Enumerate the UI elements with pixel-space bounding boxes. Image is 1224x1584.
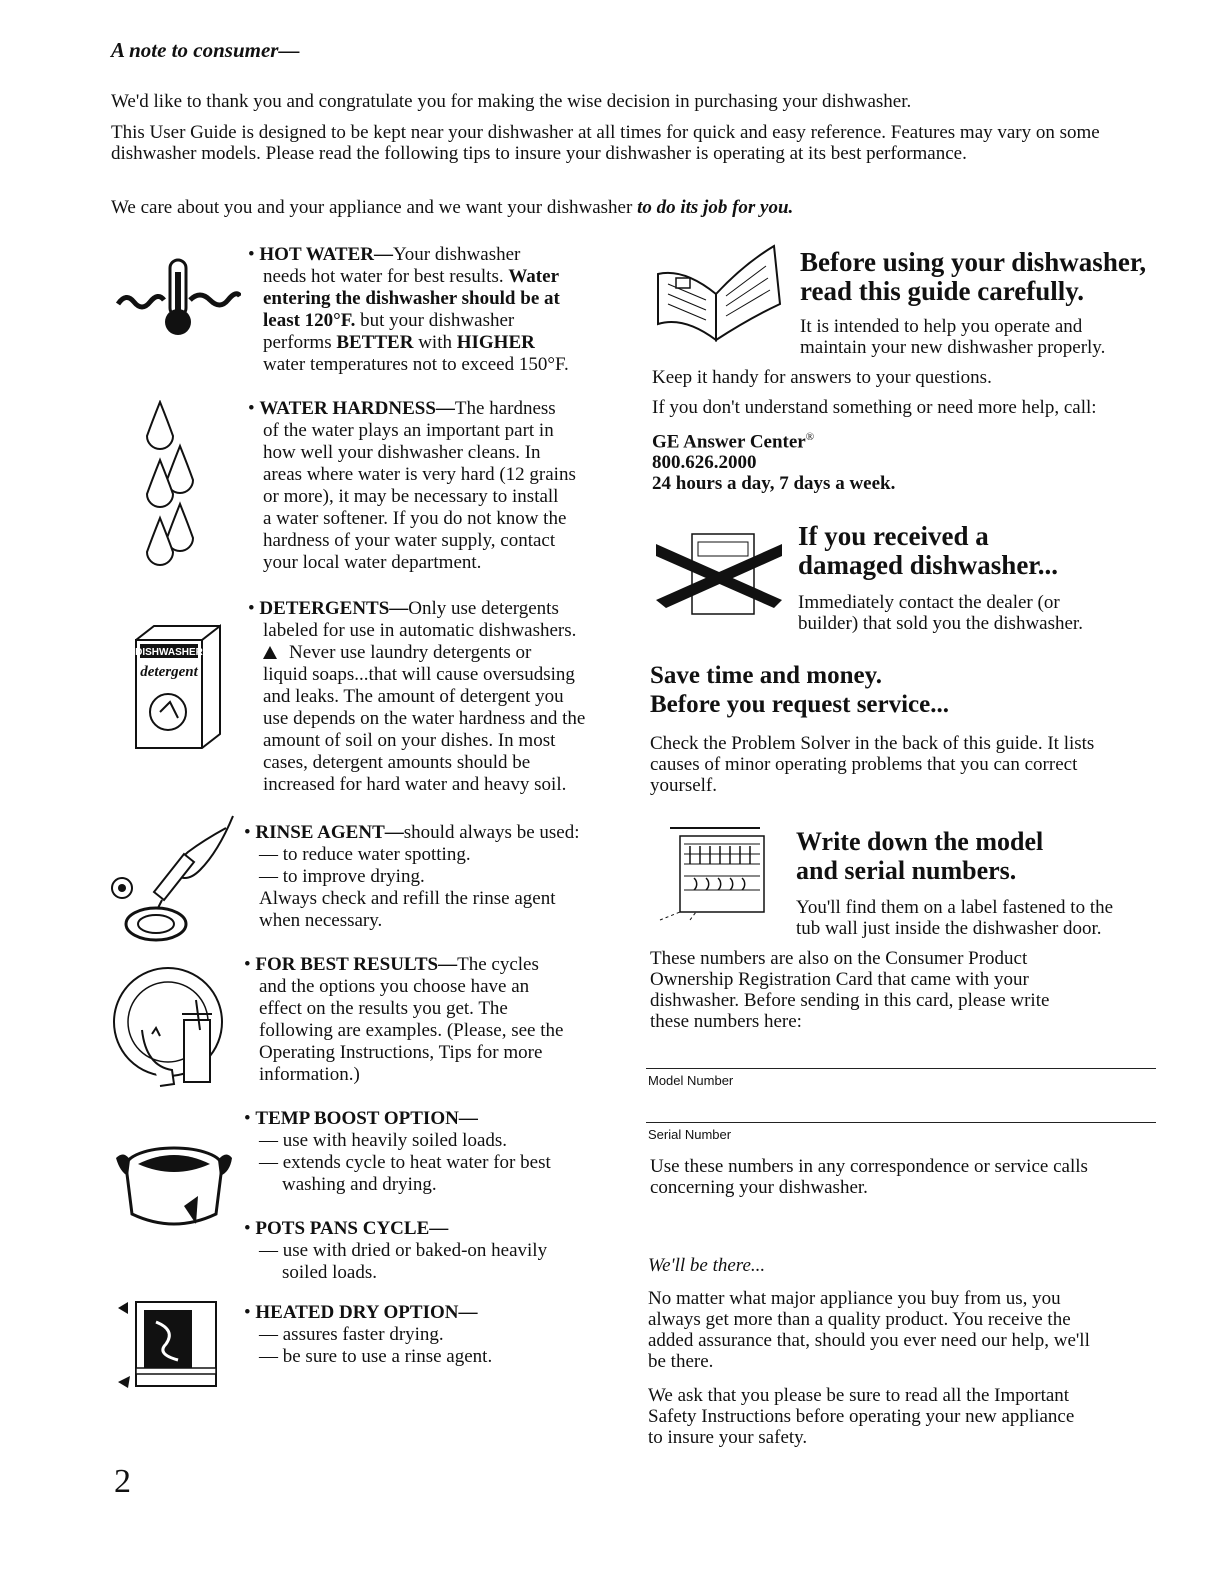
pot-icon [114,1136,234,1231]
before-using-heading: Before using your dishwasher, read this guide carefully. [800,247,1147,306]
phone-number: 800.626.2000 [652,452,757,474]
intro-care: We care about you and your appliance and we want your dishwasher to do its job for you. [111,197,794,218]
answer-center-block: GE Answer Center® 800.626.2000 24 hours a day, 7 days a week. [652,431,896,495]
keep-handy-text: Keep it handy for answers to your questions. [652,367,992,388]
tip-rinse-agent: • RINSE AGENT—should always be used: — to reduce water spotting. — to improve drying. Always check and refill the rinse agent when necessary. [244,822,580,931]
save-time-heading: Save time and money. Before you request service... [650,662,949,718]
be-there-subheading: We'll be there... [648,1255,766,1276]
damaged-text: Immediately contact the dealer (or builder) that sold you the dishwasher. [798,592,1083,634]
model-number-line[interactable] [646,1068,1156,1069]
water-drops-icon [140,400,220,580]
numbers-text: These numbers are also on the Consumer Product Ownership Registration Card that came with your dishwasher. Before sending in this card, please write these numbers here: [650,948,1050,1032]
detergent-box-brand: detergent [140,664,198,680]
model-number-label: Model Number [648,1073,734,1088]
save-time-text: Check the Problem Solver in the back of this guide. It lists causes of minor operating problems that you can correct yourself. [650,733,1095,796]
no-matter-text: No matter what major appliance you buy from us, you always get more than a quality product. You receive the added assurance that, should you ever need our help, we'll be there. [648,1288,1090,1372]
open-book-icon [654,244,784,344]
intro-thanks: We'd like to thank you and congratulate you for making the wise decision in purchasing your dishwasher. [111,91,912,112]
serial-number-line[interactable] [646,1122,1156,1123]
note-title: A note to consumer— [111,38,300,62]
detergent-box-icon [132,622,224,752]
rinse-agent-icon [108,812,243,947]
dishwasher-interior-icon [650,824,780,924]
tip-best-results: • FOR BEST RESULTS—The cycles and the options you choose have an effect on the results you get. The following are examples. (Please, see the Operating Instructions, Tips for more information.) [244,954,564,1085]
intro-user-guide: This User Guide is designed to be kept near your dishwasher at all times for quick and easy reference. Features may vary on some dishwasher models. Please read the following tips to insure your dishwasher is operating at its best performance. [111,122,1100,164]
call-text: If you don't understand something or need more help, call: [652,397,1097,418]
thermometer-icon [116,258,241,338]
detergent-box-label: DISHWASHER [135,647,203,658]
tip-hot-water: • HOT WATER—Your dishwasher needs hot water for best results. Water entering the dishwasher should be at least 120°F. but your dishwasher performs BETTER with HIGHER water temperatures not to exceed 150°F. [248,244,569,375]
tip-temp-boost: • TEMP BOOST OPTION— — use with heavily soiled loads. — extends cycle to heat water for best washing and drying. [244,1108,551,1195]
write-down-text: You'll find them on a label fastened to the tub wall just inside the dishwasher door. [796,897,1114,939]
tip-pots-pans: • POTS PANS CYCLE— — use with dried or baked-on heavily soiled loads. [244,1218,548,1283]
warning-icon [263,646,277,659]
use-numbers-text: Use these numbers in any correspondence or service calls concerning your dishwasher. [650,1156,1088,1198]
write-down-heading: Write down the model and serial numbers. [796,827,1044,885]
tip-water-hardness: • WATER HARDNESS—The hardness of the water plays an important part in how well your dishwasher cleans. In areas where water is very hard (12 grains or more), it may be necessary to install a water softener. If you do not know the hardness of your water supply, contact your local water department. [248,398,576,573]
page-number: 2 [114,1463,131,1500]
dishes-icon [112,960,224,1090]
before-using-text: It is intended to help you operate and maintain your new dishwasher properly. [800,316,1106,358]
heated-dry-icon [116,1300,222,1390]
damaged-heading: If you received a damaged dishwasher... [798,521,1059,580]
tip-detergents: • DETERGENTS—Only use detergents labeled for use in automatic dishwashers. Never use laundry detergents or liquid soaps...that will cause oversudsing and leaks. The amount of detergent you use depends on the water hardness and the amount of soil on your dishes. In most cases, detergent amounts should be increased for hard water and heavy soil. [248,598,586,795]
damaged-dishwasher-icon [652,530,787,620]
tip-heated-dry: • HEATED DRY OPTION— — assures faster drying. — be sure to use a rinse agent. [244,1302,493,1367]
serial-number-label: Serial Number [648,1127,732,1142]
safety-text: We ask that you please be sure to read all the Important Safety Instructions before operating your new appliance to insure your safety. [648,1385,1075,1448]
